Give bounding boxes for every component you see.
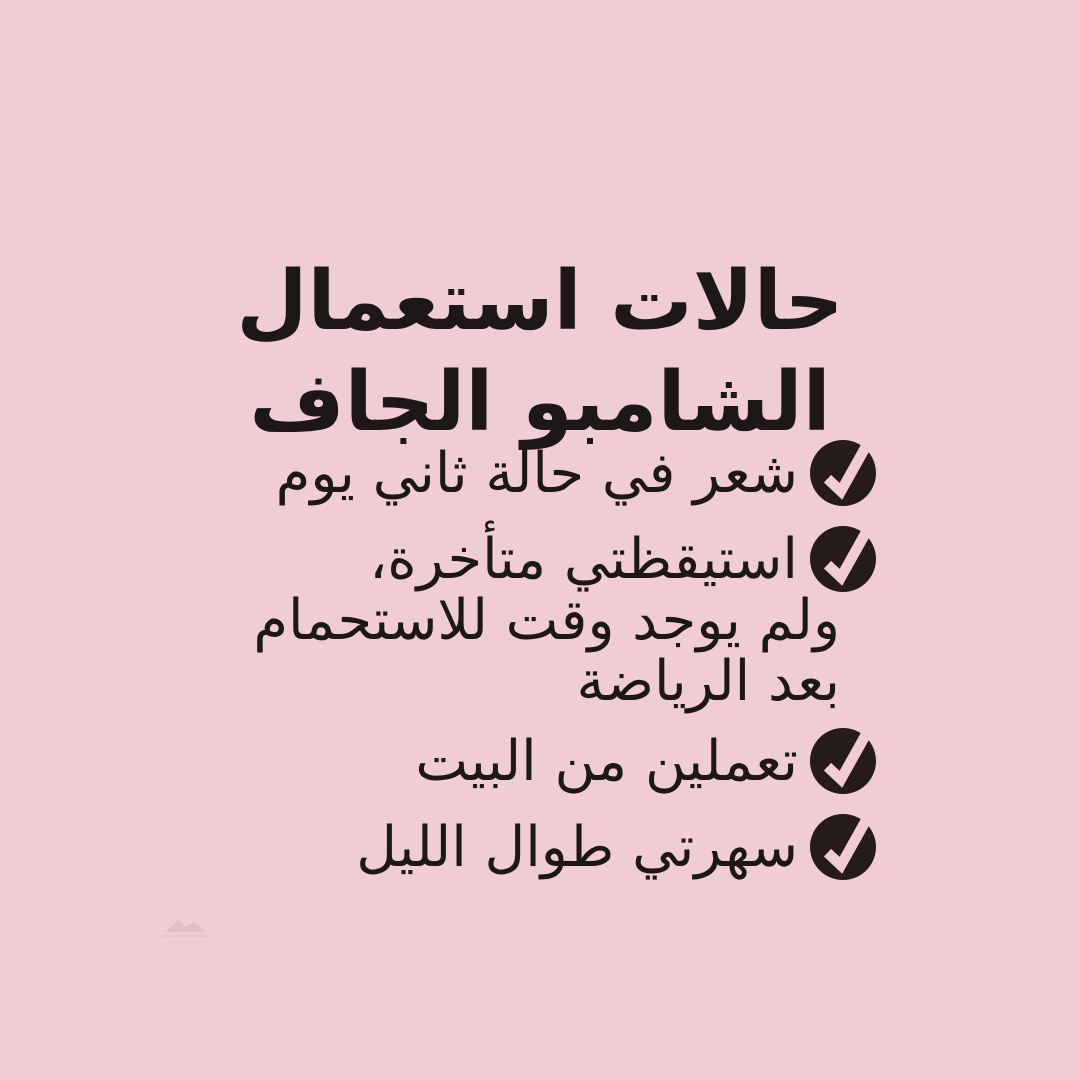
list-item-label: تعملين من البيت	[415, 729, 798, 794]
list-item	[100, 728, 876, 798]
page-title	[60, 251, 1020, 453]
use-case-list	[100, 440, 876, 884]
list-item	[100, 526, 876, 712]
list-item-label: استيقظتي متأخرة، ولم يوجد وقت للاستحمام بعد الرياضة	[253, 527, 840, 714]
list-item-label: شعر في حالة ثاني يوم	[275, 441, 798, 506]
list-item	[100, 814, 876, 884]
checkmark-icon	[810, 440, 876, 506]
list-item	[100, 440, 876, 510]
checkmark-icon	[810, 814, 876, 880]
title-line-2: الشامبو الجاف	[249, 354, 831, 450]
list-item-label: سهرتي طوال الليل	[356, 815, 798, 880]
title-line-1: حالات استعمال	[236, 253, 844, 349]
watermark-logo	[148, 916, 238, 952]
checkmark-icon	[810, 728, 876, 794]
checkmark-icon	[810, 526, 876, 592]
